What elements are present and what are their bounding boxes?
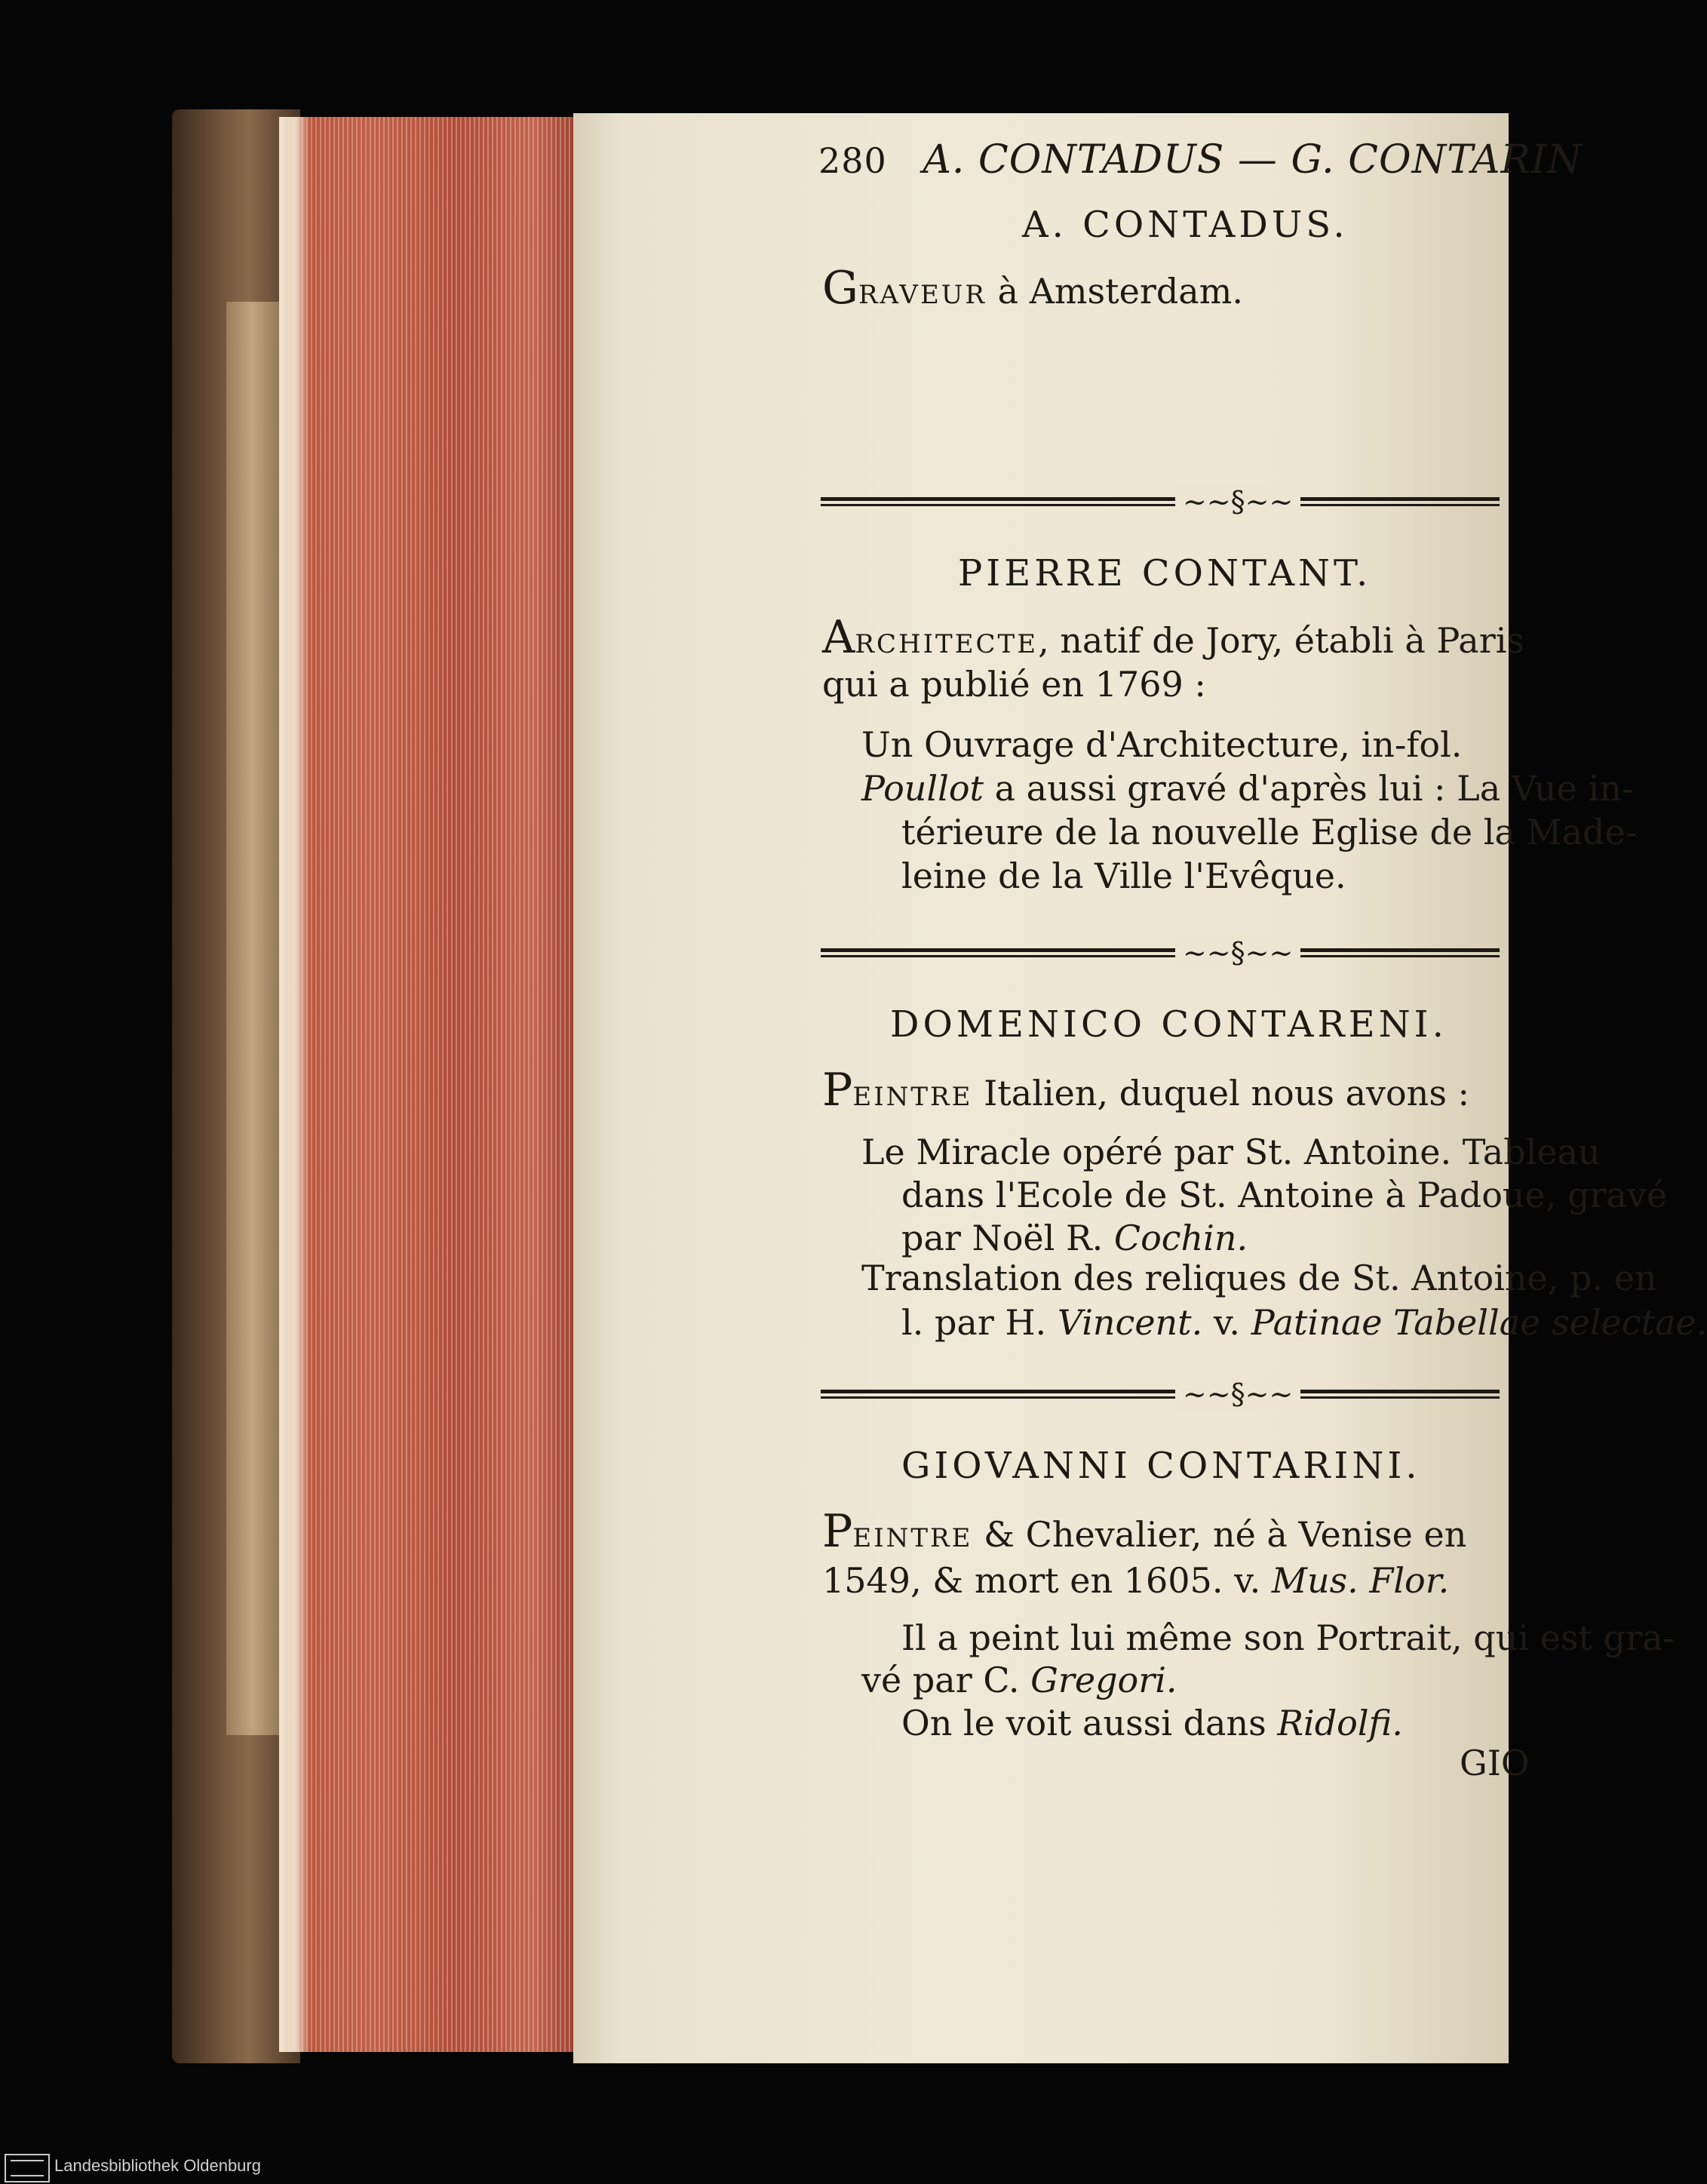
entry-heading: GIOVANNI CONTARINI. [901,1445,1421,1487]
entry-line: dans l'Ecole de St. Antoine à Padoue, gravé [901,1175,1668,1215]
ornamental-rule [821,485,1500,518]
entry-line: qui a publié en 1769 : [822,664,1206,705]
ornament-icon: ~~§~~ [1175,1378,1300,1411]
running-title: A. CONTADUS — G. CONTARIN [923,137,1583,183]
entry-line: Translation des reliques de St. Antoine, p. en [861,1258,1657,1298]
entry-line: PEINTRE Italien, duquel nous avons : [822,1064,1470,1117]
page-number: 280 [818,140,887,181]
entry-heading: A. CONTADUS. [1022,204,1349,246]
entry-line: leine de la Ville l'Evêque. [901,855,1346,896]
entry-line: térieure de la nouvelle Eglise de la Made- [901,812,1638,852]
ornament-icon: ~~§~~ [1175,485,1300,518]
entry-line: On le voit aussi dans Ridolfi. [901,1703,1403,1743]
entry-line: GRAVEUR à Amsterdam. [822,262,1243,315]
entry-heading: DOMENICO CONTARENI. [890,1003,1448,1046]
entry-line: Le Miracle opéré par St. Antoine. Tableau [861,1132,1601,1172]
ornamental-rule [821,1378,1500,1411]
entry-line: par Noël R. Cochin. [901,1218,1248,1258]
entry-line: Il a peint lui même son Portrait, qui est gra- [901,1617,1675,1658]
entry-line: l. par H. Vincent. v. Patinae Tabellae selectae. [901,1302,1707,1343]
entry-line: Poullot a aussi gravé d'après lui : La Vue in- [861,768,1634,809]
entry-line: ARCHITECTE, natif de Jory, établi à Paris [822,611,1525,664]
library-logo-icon [5,2154,50,2182]
library-name: Landesbibliothek Oldenburg [54,2156,261,2175]
entry-line: PEINTRE & Chevalier, né à Venise en [822,1505,1467,1558]
catchword: GIO [1460,1743,1530,1783]
red-page-edges [279,117,578,2052]
entry-line: 1549, & mort en 1605. v. Mus. Flor. [822,1560,1450,1601]
entry-line: vé par C. Gregori. [861,1660,1177,1700]
entry-line: Un Ouvrage d'Architecture, in-fol. [861,724,1463,765]
book-cover-board [226,302,279,1735]
ornament-icon: ~~§~~ [1175,936,1300,969]
ornamental-rule [821,936,1500,969]
running-head [818,137,1583,183]
entry-heading: PIERRE CONTANT. [958,552,1372,594]
